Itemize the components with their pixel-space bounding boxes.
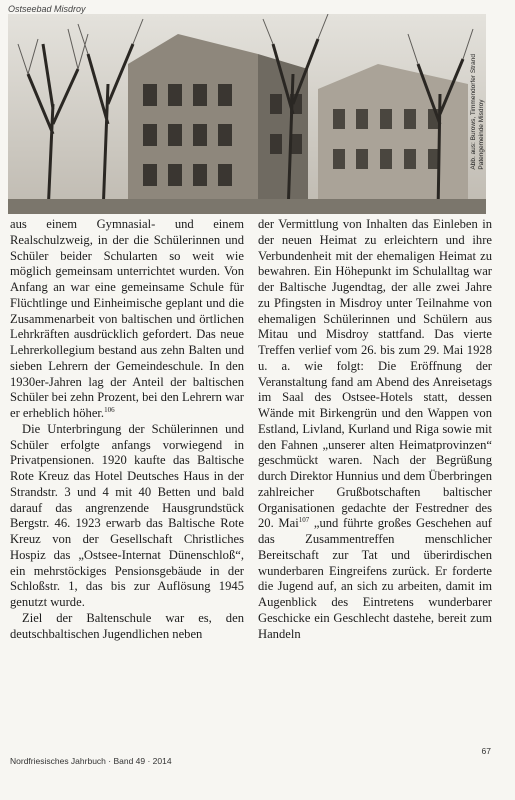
caption-line-1: Abb. aus: Burows, Timmendorfer Strand	[470, 54, 477, 170]
building-photo-icon	[8, 14, 486, 214]
paragraph: Ziel der Baltenschule war es, den deutschbaltischen Jugendlichen neben	[10, 610, 244, 641]
paragraph: Die Unterbringung der Schülerinnen und Schüler erfolgte anfangs vorwiegend in Privatpensionen. 1920 kaufte das Baltische Rote Kreuz das Hotel Deutsches Haus in der Strandstr. 3 und 4 mit 40 Betten und bald darauf das angrenzende Hausgrundstück Bergstr. 46. 1923 erwarb das Baltische Rote Kreuz von der Gesellschaft Christliches Hospiz das „Ostsee-Internat Dünenschloß“, ein mehrstöckiges Pensionsgebäude in der Schloßstr. 1, das bis zur Auflösung 1945 genutzt wurde.	[10, 421, 244, 609]
paragraph-text: „und führte großes Geschehen auf das Zusammentreffen menschlicher Bereitschaft zur Tat und überirdischen wunderbaren Eingreifens zurück. Er forderte die Jugend auf, an sich zu arbeiten, damit im Augenblick des Eintretens wunderbarer Geschicke ein Geschlecht dastehe, bereit zum Handeln	[258, 516, 492, 641]
paragraph-text: aus einem Gymnasial- und einem Realschulzweig, in der die Schülerinnen und Schüler beider Schularten so weit wie möglich gemeinsam unterrichtet wurden. Von Anfang an war eine gemeinsame Schule für Flüchtlinge und Einheimische geplant und die Zusammenarbeit von baltischen und örtlichen Lehrkräften ausdrücklich gefordert. Das neue Lehrerkollegium bestand aus zehn Balten und sieben Lehrern der Gemeindeschule. In den 1930er-Jahren lag der Anteil der baltischen Schüler bei zehn Prozent, bei den Lehrern war er erheblich höher.	[10, 217, 244, 420]
paragraph	[258, 217, 492, 642]
body-text	[10, 217, 495, 747]
caption-line-2: Patengemeinde Misdroy	[478, 99, 485, 170]
paragraph-text: der Vermittlung von Inhalten das Einleben in der neuen Heimat zu erleichtern und ihre Verbundenheit mit der ehemaligen Heimat zu bewahren. Ein Höhepunkt im Schulalltag war der Baltische Jugendtag, der alle zwei Jahre zu Pfingsten in Misdroy unter Teilnahme von ehemaligen Schülerinnen und Schülern aus Mitau und Misdroy stattfand. Das vierte Treffen verlief vom 26. bis zum 29. Mai 1928 u. a. wie folgt: Die Eröffnung der Veranstaltung fand am Abend des Anreisetags im Saal des Ostsee-Hotels statt, dessen Wände mit Birkengrün und den Wappen von Estland, Livland, Kurland und Riga sowie mit den Fahnen „unserer alten Heimatprovinzen“ geschmückt waren. Nach der Begrüßung durch Direktor Hunnius und dem Überbringen zahlreicher Grußbotschaften baltischer Organisationen gedachte der Festredner des 20. Mai	[258, 217, 492, 531]
page-number: 67	[481, 746, 491, 756]
page-footer	[10, 746, 505, 766]
building-photo	[8, 14, 486, 214]
right-column	[258, 217, 492, 642]
journal-title: Nordfriesisches Jahrbuch · Band 49 · 2014	[10, 756, 172, 766]
photo-caption	[470, 54, 486, 170]
footnote-ref: 106	[104, 405, 115, 414]
left-column	[10, 217, 244, 642]
paragraph	[10, 217, 244, 422]
footnote-ref: 107	[298, 516, 310, 525]
running-head: Ostseebad Misdroy	[8, 4, 86, 14]
